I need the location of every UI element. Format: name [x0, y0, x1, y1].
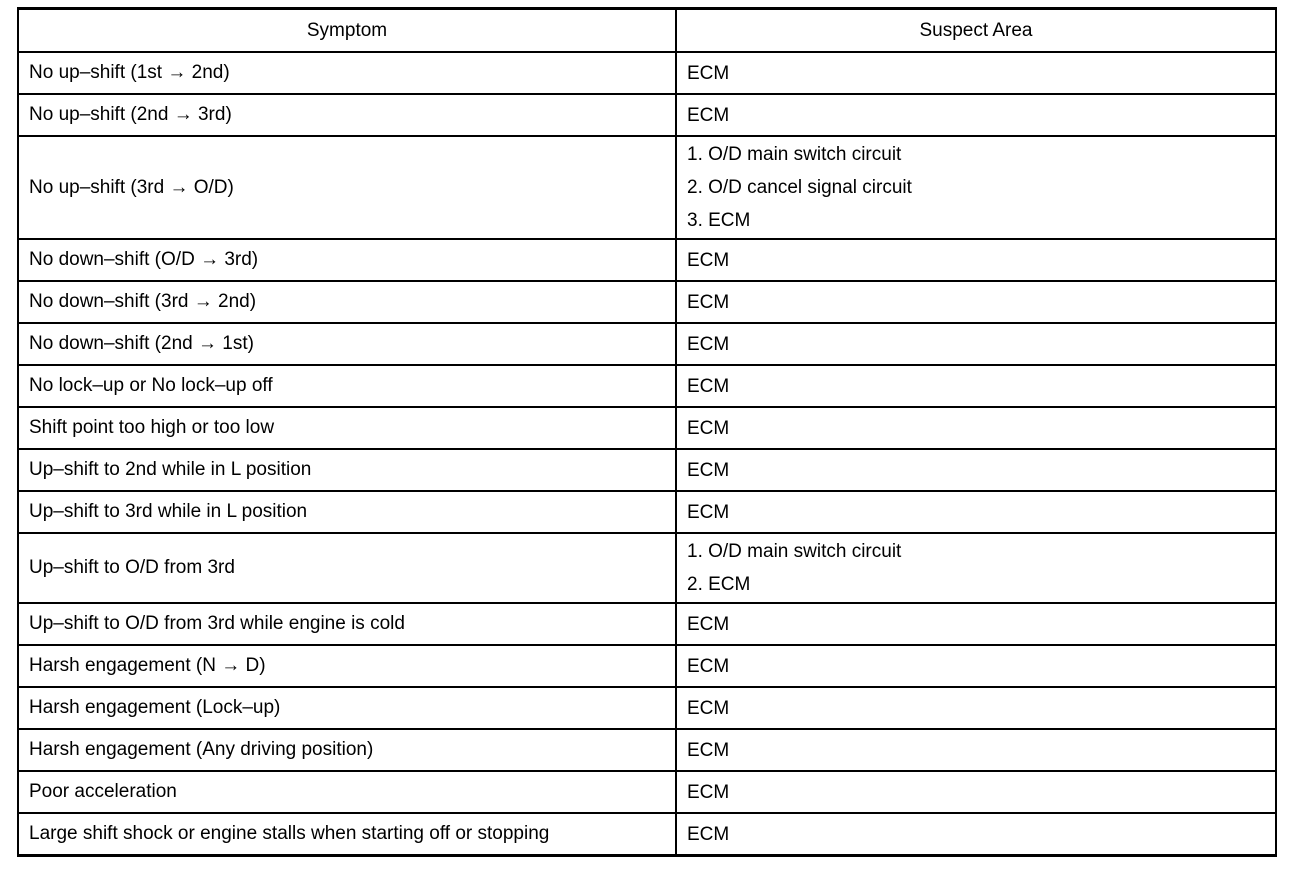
- suspect-area-item: ECM: [687, 501, 730, 523]
- suspect-area-cell: [676, 645, 1276, 687]
- table-row: [18, 813, 1276, 856]
- suspect-area-item: ECM: [687, 823, 730, 845]
- suspect-area-cell: [676, 533, 1276, 603]
- table-row: [18, 771, 1276, 813]
- suspect-area-cell: [676, 365, 1276, 407]
- table-row: [18, 687, 1276, 729]
- suspect-area-cell: [676, 239, 1276, 281]
- suspect-area-item: ECM: [687, 333, 730, 355]
- suspect-area-item: ECM: [687, 104, 730, 126]
- table-row: [18, 365, 1276, 407]
- symptom-cell: Up–shift to 2nd while in L position: [18, 449, 676, 491]
- symptom-cell: Up–shift to 3rd while in L position: [18, 491, 676, 533]
- table-row: [18, 323, 1276, 365]
- symptom-table: [17, 7, 1277, 857]
- table-row: [18, 533, 1276, 603]
- symptom-cell: Up–shift to O/D from 3rd while engine is cold: [18, 603, 676, 645]
- suspect-area-item: ECM: [687, 62, 730, 84]
- symptom-cell: Harsh engagement (Lock–up): [18, 687, 676, 729]
- symptom-cell: No down–shift (O/D → 3rd): [18, 239, 676, 281]
- suspect-area-item: 1. O/D main switch circuit: [687, 541, 902, 562]
- suspect-area-cell: [676, 813, 1276, 856]
- suspect-area-item: ECM: [687, 459, 730, 481]
- symptom-cell: No up–shift (2nd → 3rd): [18, 94, 676, 136]
- table-row: [18, 281, 1276, 323]
- table-row: [18, 136, 1276, 239]
- table-row: [18, 603, 1276, 645]
- table-row: [18, 407, 1276, 449]
- suspect-area-item: 3. ECM: [687, 210, 751, 231]
- suspect-area-item: ECM: [687, 613, 730, 635]
- suspect-area-cell: [676, 52, 1276, 94]
- symptom-cell: No up–shift (3rd → O/D): [18, 136, 676, 239]
- symptom-cell: Poor acceleration: [18, 771, 676, 813]
- table-row: [18, 52, 1276, 94]
- table-row: [18, 729, 1276, 771]
- table-header: [18, 9, 1276, 53]
- symptom-cell: No lock–up or No lock–up off: [18, 365, 676, 407]
- symptom-cell: Large shift shock or engine stalls when starting off or stopping: [18, 813, 676, 856]
- suspect-area-item: 2. O/D cancel signal circuit: [687, 177, 912, 198]
- suspect-area-cell: [676, 136, 1276, 239]
- suspect-area-item: 1. O/D main switch circuit: [687, 144, 902, 165]
- symptom-table-container: [17, 7, 1275, 857]
- suspect-area-item: ECM: [687, 291, 730, 313]
- symptom-cell: Up–shift to O/D from 3rd: [18, 533, 676, 603]
- header-symptom: Symptom: [18, 9, 676, 53]
- suspect-area-cell: [676, 281, 1276, 323]
- suspect-area-item: 2. ECM: [687, 574, 751, 595]
- header-row: [18, 9, 1276, 53]
- suspect-area-cell: [676, 771, 1276, 813]
- table-row: [18, 449, 1276, 491]
- suspect-area-item: ECM: [687, 417, 730, 439]
- symptom-cell: No up–shift (1st → 2nd): [18, 52, 676, 94]
- suspect-area-item: ECM: [687, 697, 730, 719]
- suspect-area-cell: [676, 729, 1276, 771]
- suspect-area-cell: [676, 407, 1276, 449]
- header-suspect-area: Suspect Area: [676, 9, 1276, 53]
- suspect-area-cell: [676, 491, 1276, 533]
- suspect-area-item: ECM: [687, 739, 730, 761]
- suspect-area-item: ECM: [687, 375, 730, 397]
- symptom-cell: Harsh engagement (N → D): [18, 645, 676, 687]
- table-row: [18, 239, 1276, 281]
- suspect-area-item: ECM: [687, 781, 730, 803]
- symptom-cell: No down–shift (3rd → 2nd): [18, 281, 676, 323]
- table-body: [18, 52, 1276, 856]
- table-row: [18, 491, 1276, 533]
- table-row: [18, 94, 1276, 136]
- suspect-area-cell: [676, 323, 1276, 365]
- symptom-cell: Shift point too high or too low: [18, 407, 676, 449]
- suspect-area-cell: [676, 94, 1276, 136]
- suspect-area-cell: [676, 687, 1276, 729]
- symptom-cell: Harsh engagement (Any driving position): [18, 729, 676, 771]
- suspect-area-item: ECM: [687, 655, 730, 677]
- suspect-area-cell: [676, 603, 1276, 645]
- suspect-area-item: ECM: [687, 249, 730, 271]
- suspect-area-cell: [676, 449, 1276, 491]
- symptom-cell: No down–shift (2nd → 1st): [18, 323, 676, 365]
- table-row: [18, 645, 1276, 687]
